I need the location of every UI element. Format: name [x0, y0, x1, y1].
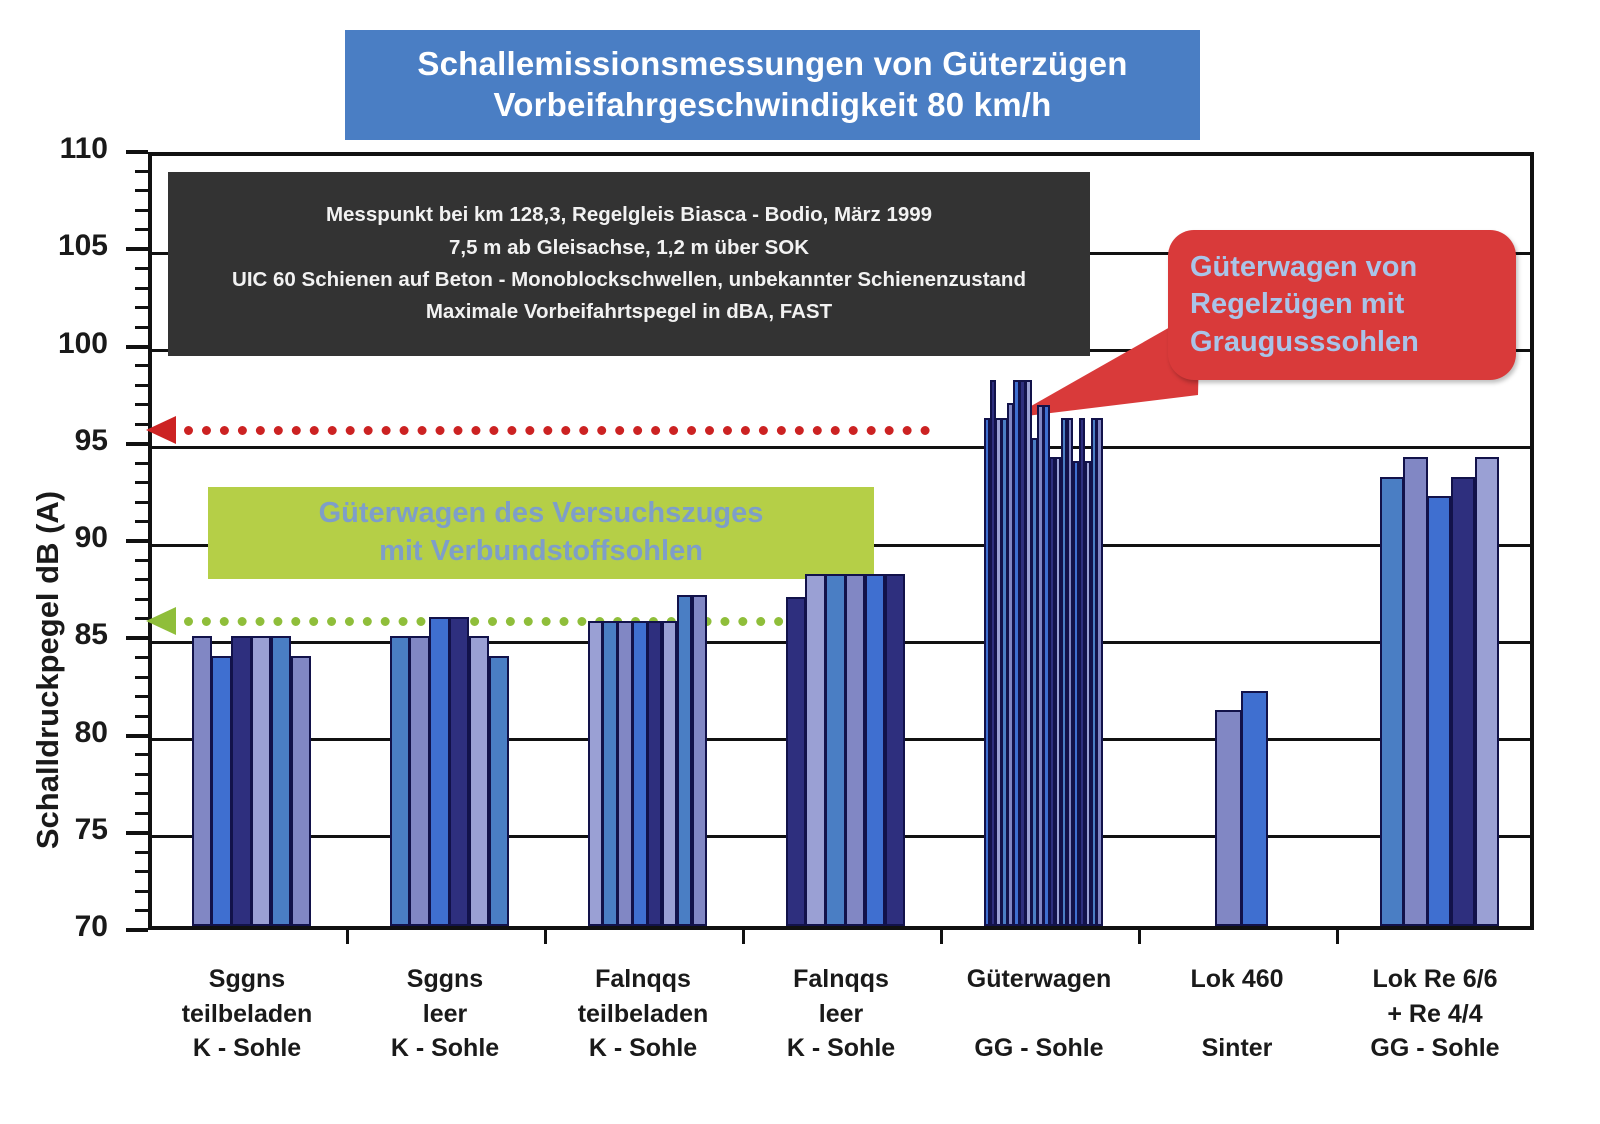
y-tick-label: 75 — [74, 812, 108, 846]
bar — [677, 595, 692, 926]
y-tick-minor — [135, 267, 148, 270]
bar — [865, 574, 885, 926]
y-tick-minor — [135, 228, 148, 231]
bar — [845, 574, 865, 926]
red-callout-line: Graugusssohlen — [1190, 325, 1419, 358]
y-tick-label: 95 — [74, 423, 108, 457]
bar — [602, 621, 617, 926]
bar — [409, 636, 429, 926]
x-category-label — [940, 962, 1138, 1066]
gridline — [152, 446, 1530, 449]
info-line: Maximale Vorbeifahrtspegel in dBA, FAST — [425, 300, 833, 324]
y-tick-major — [126, 247, 148, 251]
y-tick-major — [126, 928, 148, 932]
bar — [1007, 403, 1014, 926]
x-category-label-line: Sggns — [406, 965, 484, 993]
x-category-label-line — [940, 997, 1138, 1032]
bar — [1037, 405, 1044, 926]
x-category-label-line: teilbeladen — [181, 999, 313, 1028]
y-tick-major — [126, 539, 148, 543]
x-category-label-line: leer — [422, 999, 468, 1028]
bar — [1380, 477, 1404, 926]
y-tick-label: 70 — [74, 910, 108, 943]
bar — [1215, 710, 1242, 926]
y-tick-minor — [135, 598, 148, 601]
bar — [192, 636, 212, 926]
y-axis-title: Schalldruckpegel dB (A) — [30, 490, 65, 850]
bar — [805, 574, 825, 926]
y-tick-minor — [135, 462, 148, 465]
x-category-label-line: Lok Re 6/6 — [1372, 965, 1498, 993]
bar — [231, 636, 251, 926]
bar — [489, 656, 509, 926]
x-category-label — [148, 962, 346, 1066]
bar — [291, 656, 311, 926]
x-category-label-line: K - Sohle — [588, 1034, 698, 1062]
y-tick-minor — [135, 753, 148, 756]
x-tick — [742, 930, 745, 944]
y-tick-minor — [135, 715, 148, 718]
x-category-label — [346, 962, 544, 1066]
bar — [1019, 380, 1026, 926]
y-tick-minor — [135, 559, 148, 562]
green-level-arrow-arrowhead — [146, 607, 176, 635]
y-tick-minor — [135, 656, 148, 659]
info-line: Messpunkt bei km 128,3, Regelgleis Biasca - Bodio, März 1999 — [325, 203, 933, 227]
bar — [429, 617, 449, 926]
y-tick-minor — [135, 326, 148, 329]
y-tick-minor — [135, 384, 148, 387]
red-callout-line: Güterwagen von — [1190, 250, 1418, 283]
x-category-label-line: K - Sohle — [786, 1034, 896, 1062]
bar — [1427, 496, 1451, 926]
bar — [1025, 380, 1032, 926]
x-category-label-line: leer — [818, 999, 864, 1028]
y-tick-minor — [135, 578, 148, 581]
bar — [1085, 461, 1092, 926]
y-tick-minor — [135, 773, 148, 776]
y-tick-major — [126, 150, 148, 154]
x-category-label — [1138, 962, 1336, 1066]
y-tick-minor — [135, 287, 148, 290]
bar — [1043, 405, 1050, 926]
bar — [1096, 418, 1103, 926]
y-tick-label: 85 — [74, 618, 108, 652]
bar — [390, 636, 410, 926]
bar — [1475, 457, 1499, 926]
green-level-arrow-line — [184, 617, 855, 626]
x-tick — [1138, 930, 1141, 944]
bar — [662, 621, 677, 926]
y-tick-minor — [135, 812, 148, 815]
bar — [692, 595, 707, 926]
bar — [1079, 418, 1086, 926]
y-tick-minor — [135, 890, 148, 893]
bar — [1061, 418, 1068, 926]
x-category-label-line: K - Sohle — [192, 1034, 302, 1062]
chart-title-line-1: Schallemissionsmessungen von Güterzügen — [417, 45, 1128, 83]
y-tick-label: 80 — [74, 715, 108, 749]
bar — [1055, 457, 1062, 926]
x-category-label-line: K - Sohle — [390, 1034, 500, 1062]
bar — [647, 621, 662, 926]
y-tick-minor — [135, 306, 148, 309]
bar — [617, 621, 632, 926]
y-tick-minor — [135, 170, 148, 173]
x-category-label-line: Falnqqs — [793, 965, 889, 993]
y-tick-major — [126, 636, 148, 640]
y-tick-minor — [135, 364, 148, 367]
bar — [449, 617, 469, 926]
chart-title-line-2: Vorbeifahrgeschwindigkeit 80 km/h — [493, 86, 1052, 123]
x-category-label-line: GG - Sohle — [974, 1034, 1104, 1062]
y-tick-minor — [135, 209, 148, 212]
x-tick — [940, 930, 943, 944]
y-tick-label: 105 — [57, 229, 108, 263]
y-tick-minor — [135, 501, 148, 504]
x-category-label-line: Güterwagen — [966, 965, 1112, 993]
y-tick-minor — [135, 481, 148, 484]
bar — [1013, 380, 1020, 926]
bar — [1031, 438, 1038, 926]
x-tick — [346, 930, 349, 944]
bar — [995, 418, 1002, 926]
info-line: 7,5 m ab Gleisachse, 1,2 m über SOK — [448, 235, 810, 259]
x-category-label — [742, 962, 940, 1066]
y-tick-major — [126, 734, 148, 738]
green-callout-line: mit Verbundstoffsohlen — [379, 535, 703, 567]
bar — [1067, 418, 1074, 926]
red-callout-box — [1168, 230, 1516, 380]
red-level-arrow-arrowhead — [146, 416, 176, 444]
bar — [984, 418, 991, 926]
bar — [990, 380, 997, 926]
bar — [1451, 477, 1475, 926]
bar — [588, 621, 603, 926]
green-callout-line: Güterwagen des Versuchszuges — [318, 497, 764, 530]
bar — [1049, 457, 1056, 926]
x-category-label-line: Lok 460 — [1190, 965, 1284, 993]
x-category-label — [1336, 962, 1534, 1066]
y-tick-minor — [135, 870, 148, 873]
x-category-label-line: + Re 4/4 — [1387, 999, 1483, 1028]
red-level-arrow-line — [184, 426, 930, 435]
bar — [632, 621, 647, 926]
bar — [1241, 691, 1268, 926]
bar — [1403, 457, 1427, 926]
green-callout-box — [208, 487, 874, 579]
bar — [211, 656, 231, 926]
x-category-label-line: teilbeladen — [577, 999, 709, 1028]
x-category-label-line: Falnqqs — [595, 965, 691, 993]
y-tick-label: 110 — [59, 132, 108, 165]
bar — [469, 636, 489, 926]
y-tick-label: 100 — [57, 326, 108, 360]
bar — [1001, 418, 1008, 926]
bar — [1073, 461, 1080, 926]
y-tick-minor — [135, 909, 148, 912]
chart-title-banner — [345, 30, 1200, 140]
y-tick-minor — [135, 676, 148, 679]
y-tick-minor — [135, 851, 148, 854]
measurement-info-box — [168, 172, 1090, 356]
bar — [885, 574, 905, 926]
x-tick — [1336, 930, 1339, 944]
y-tick-major — [126, 442, 148, 446]
bar — [786, 597, 806, 926]
x-category-label — [544, 962, 742, 1066]
bar — [825, 574, 845, 926]
y-tick-major — [126, 831, 148, 835]
x-tick — [544, 930, 547, 944]
info-line: UIC 60 Schienen auf Beton - Monoblockschwellen, unbekannter Schienenzustand — [232, 268, 1026, 291]
y-tick-minor — [135, 403, 148, 406]
x-category-label-line: Sggns — [208, 965, 286, 993]
x-category-label-line — [1138, 997, 1336, 1032]
y-tick-label: 90 — [74, 521, 108, 554]
bar — [271, 636, 291, 926]
bar — [1091, 418, 1098, 926]
red-callout-line: Regelzügen mit — [1190, 288, 1405, 321]
y-tick-minor — [135, 792, 148, 795]
y-tick-major — [126, 345, 148, 349]
bar — [251, 636, 271, 926]
x-category-label-line: Sinter — [1201, 1034, 1273, 1062]
y-tick-minor — [135, 189, 148, 192]
y-tick-minor — [135, 520, 148, 523]
x-category-label-line: GG - Sohle — [1370, 1034, 1500, 1062]
y-tick-minor — [135, 695, 148, 698]
